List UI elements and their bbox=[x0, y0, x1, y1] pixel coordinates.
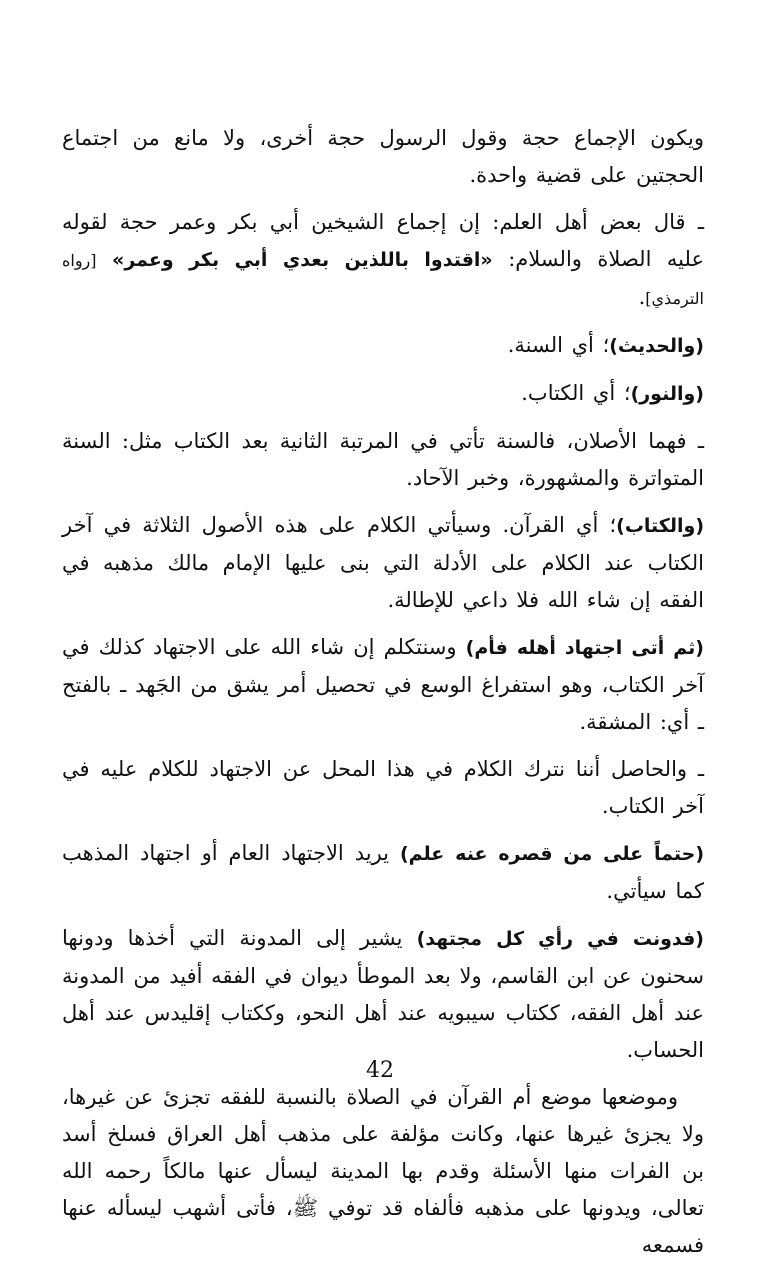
paragraph-mawdi bbox=[62, 1079, 704, 1264]
paragraph-shaykhayn bbox=[62, 204, 704, 317]
paragraph-hadith bbox=[62, 327, 704, 365]
paragraph-text: ويكون الإجماع حجة وقول الرسول حجة أخرى، ولا مانع من اجتماع الحجتين على قضية واحدة. bbox=[62, 126, 704, 187]
paragraph-asl bbox=[62, 423, 704, 497]
paragraph-text: ؛ أي الكتاب. bbox=[521, 381, 631, 405]
paragraph-mudawwana bbox=[62, 920, 704, 1069]
hadith-reference: [رواه الترمذي] bbox=[62, 251, 704, 308]
verse-term: (حتماً على من قصره عنه علم) bbox=[399, 843, 705, 865]
verse-term: (والحديث) bbox=[609, 335, 704, 357]
paragraph-text: ـ قال بعض أهل العلم: إن إجماع الشيخين أبي بكر وعمر حجة لقوله عليه الصلاة والسلام: bbox=[62, 210, 704, 271]
verse-term: (فدونت في رأي كل مجتهد) bbox=[416, 928, 704, 950]
paragraph-kitab bbox=[62, 507, 704, 619]
paragraph-text: . bbox=[638, 285, 646, 309]
verse-term: (ثم أتى اجتهاد أهله فأم) bbox=[465, 637, 704, 659]
paragraph-hatman bbox=[62, 835, 704, 910]
paragraph-text: يريد الاجتهاد العام أو اجتهاد المذهب كما سيأتي. bbox=[62, 841, 704, 903]
paragraph-text bbox=[97, 247, 113, 271]
paragraph-text: وموضعها موضع أم القرآن في الصلاة بالنسبة للفقه تجزئ عن غيرها، ولا يجزئ غيرها عنها، وكانت مؤلفة على مذهب أهل العراق فسلخ أسد بن الفرات منها الأسئلة وقدم بها المدينة ليسأل عنها مالكاً رحمه الله تعالى، ويدونها على مذهبه فألفاه قد توفي ﷺ، فأتى أشهب ليسأله عنها فسمعه bbox=[62, 1085, 704, 1257]
paragraph-text: يشير إلى المدونة التي أخذها ودونها سحنون عن ابن القاسم، ولا بعد الموطأ ديوان في الفقه أفيد من المدونة عند أهل الفقه، ككتاب سيبويه عند أهل النحو، وككتاب إقليدس عند أهل الحساب. bbox=[62, 926, 704, 1062]
hadith-quote: «اقتدوا باللذين بعدي أبي بكر وعمر» bbox=[112, 249, 493, 271]
paragraph-text: ـ فهما الأصلان، فالسنة تأتي في المرتبة الثانية بعد الكتاب مثل: السنة المتواترة والمشهورة، وخبر الآحاد. bbox=[62, 429, 704, 490]
paragraph-ijtihad bbox=[62, 629, 704, 741]
paragraph-text: ؛ أي القرآن. وسيأتي الكلام على هذه الأصول الثلاثة في آخر الكتاب عند الكلام على الأدلة التي بنى عليها الإمام مالك مذهبه في الفقه إن شاء الله فلا داعي للإطالة. bbox=[62, 513, 704, 612]
verse-term: (والكتاب) bbox=[616, 515, 704, 537]
paragraph-text: ـ والحاصل أننا نترك الكلام في هذا المحل عن الاجتهاد للكلام عليه في آخر الكتاب. bbox=[62, 757, 704, 818]
paragraph-ijma bbox=[62, 120, 704, 194]
verse-term: (والنور) bbox=[630, 383, 704, 405]
page-number: 42 bbox=[366, 1058, 394, 1083]
paragraph-text: ؛ أي السنة. bbox=[507, 333, 610, 357]
page-body bbox=[62, 120, 704, 1274]
paragraph-hasil bbox=[62, 751, 704, 825]
paragraph-text: وسنتكلم إن شاء الله على الاجتهاد كذلك في آخر الكتاب، وهو استفراغ الوسع في تحصيل أمر يشق من الجَهد ـ بالفتح ـ أي: المشقة. bbox=[62, 635, 704, 734]
paragraph-nur bbox=[62, 375, 704, 413]
